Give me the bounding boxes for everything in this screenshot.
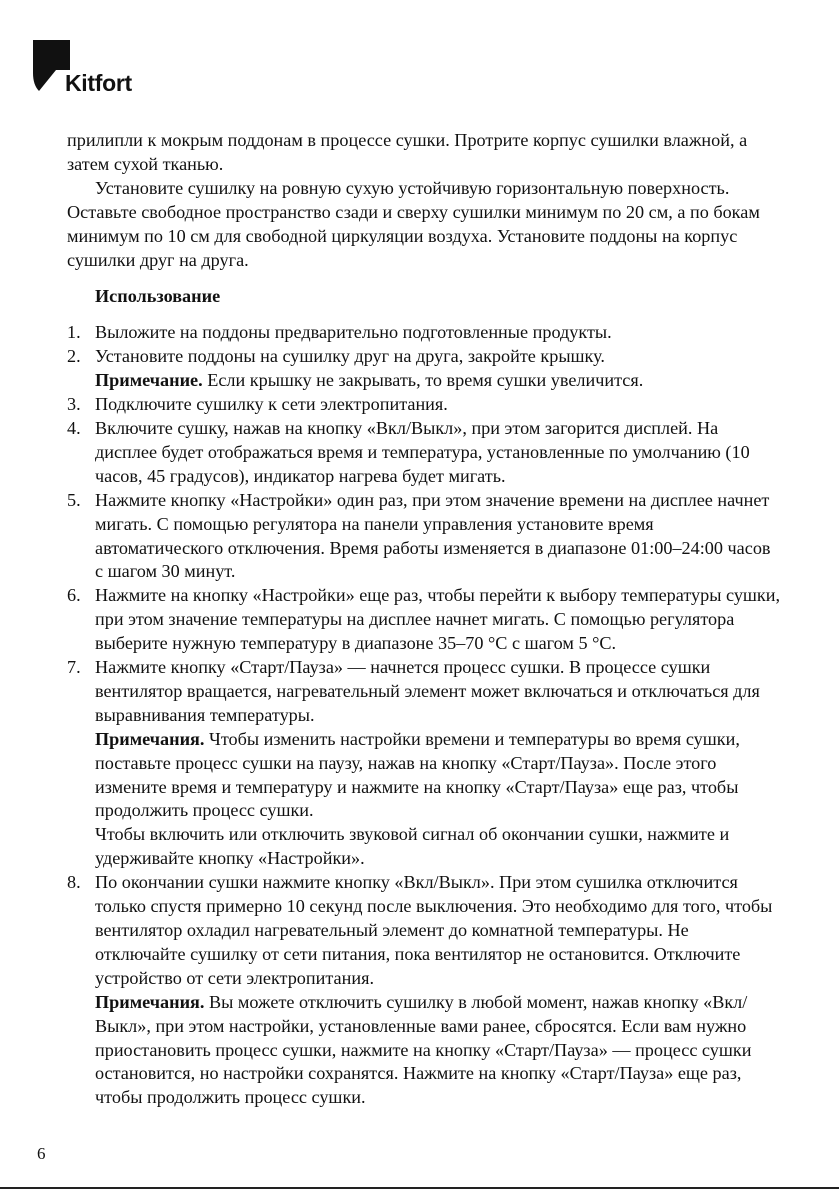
step-number: 6.	[67, 585, 81, 606]
step-number: 8.	[67, 872, 81, 893]
brand-logo	[32, 40, 152, 100]
list-item	[67, 321, 783, 345]
list-item	[67, 417, 783, 489]
step-text: Выложите на поддоны предварительно подготовленные продукты.	[95, 322, 612, 343]
section-heading-usage: Использование	[95, 286, 221, 307]
list-item	[67, 393, 783, 417]
note-text: Если крышку не закрывать, то время сушки увеличится.	[202, 370, 644, 391]
manual-page-content	[67, 129, 783, 1110]
note-label: Примечания.	[95, 991, 205, 1012]
note-label: Примечание.	[95, 370, 203, 391]
step-text: Нажмите кнопку «Настройки» один раз, при этом значение времени на дисплее начнет мигать. С помощью регулятора на панели управления установите время автоматического отключения. Время работы изменяется в диапазоне 01:00–24:00 часов с шагом 30 минут.	[95, 489, 771, 582]
list-item	[67, 871, 783, 1110]
brand-name: Kitfort	[65, 70, 132, 96]
step-note	[95, 728, 783, 824]
step-text: Включите сушку, нажав на кнопку «Вкл/Выкл», при этом загорится дисплей. На дисплее будет отображаться время и температура, установленные по умолчанию (10 часов, 45 градусов), индикатор нагрева будет мигать.	[95, 417, 750, 486]
step-note	[95, 369, 783, 393]
note-text: Вы можете отключить сушилку в любой момент, нажав кнопку «Вкл/Выкл», при этом настройки, установленные вами ранее, сбросятся. Если вам нужно приостановить процесс сушки, нажмите на кнопку «Старт/Пауза» — процесс сушки остановится, но настройки сохранятся. Нажмите на кнопку «Старт/Пауза» еще раз, чтобы продолжить процесс сушки.	[95, 991, 752, 1108]
note-text: Чтобы изменить настройки времени и температуры во время сушки, поставьте процесс сушки на паузу, нажав на кнопку «Старт/Пауза». После этого измените время и температуру и нажмите на кнопку «Старт/Пауза» еще раз, чтобы продолжить процесс сушки.	[95, 728, 740, 821]
intro-paragraph-2: Установите сушилку на ровную сухую устойчивую горизонтальную поверхность. Оставьте свободное пространство сзади и сверху сушилки минимум по 20 см, а по бокам минимум по 10 см для свободной циркуляции воздуха. Установите поддоны на корпус сушилки друг на друга.	[67, 177, 760, 270]
step-note	[95, 991, 783, 1111]
list-item	[67, 656, 783, 871]
step-text: Нажмите на кнопку «Настройки» еще раз, чтобы перейти к выбору температуры сушки, при этом значение температуры на дисплее начнет мигать. С помощью регулятора выберите нужную температуру в диапазоне 35–70 °С с шагом 5 °С.	[95, 585, 781, 654]
step-number: 5.	[67, 489, 81, 510]
step-text: По окончании сушки нажмите кнопку «Вкл/Выкл». При этом сушилка отключится только спустя примерно 10 секунд после выключения. Это необходимо для того, чтобы вентилятор охладил нагревательный элемент до комнатной температуры. Не отключайте сушилку от сети питания, пока вентилятор не остановится. Отключите устройство от сети электропитания.	[95, 872, 773, 988]
step-number: 7.	[67, 657, 81, 678]
step-text: Установите поддоны на сушилку друг на друга, закройте крышку.	[95, 346, 605, 367]
step-extra-note: Чтобы включить или отключить звуковой сигнал об окончании сушки, нажмите и удерживайте кнопку «Настройки».	[95, 824, 730, 869]
step-number: 2.	[67, 346, 81, 367]
step-text: Нажмите кнопку «Старт/Пауза» — начнется процесс сушки. В процессе сушки вентилятор вращается, нагревательный элемент может включаться и отключаться для выравнивания температуры.	[95, 657, 760, 725]
step-number: 4.	[67, 417, 81, 438]
intro-paragraph-1: прилипли к мокрым поддонам в процессе сушки. Протрите корпус сушилки влажной, а затем сухой тканью.	[67, 130, 748, 174]
note-label: Примечания.	[95, 728, 205, 749]
list-item	[67, 345, 783, 393]
step-text: Подключите сушилку к сети электропитания.	[95, 394, 448, 415]
list-item	[67, 584, 783, 656]
step-number: 1.	[67, 322, 81, 343]
page-number: 6	[37, 1144, 46, 1163]
step-number: 3.	[67, 394, 81, 415]
list-item	[67, 489, 783, 585]
usage-steps-list	[67, 321, 783, 1110]
